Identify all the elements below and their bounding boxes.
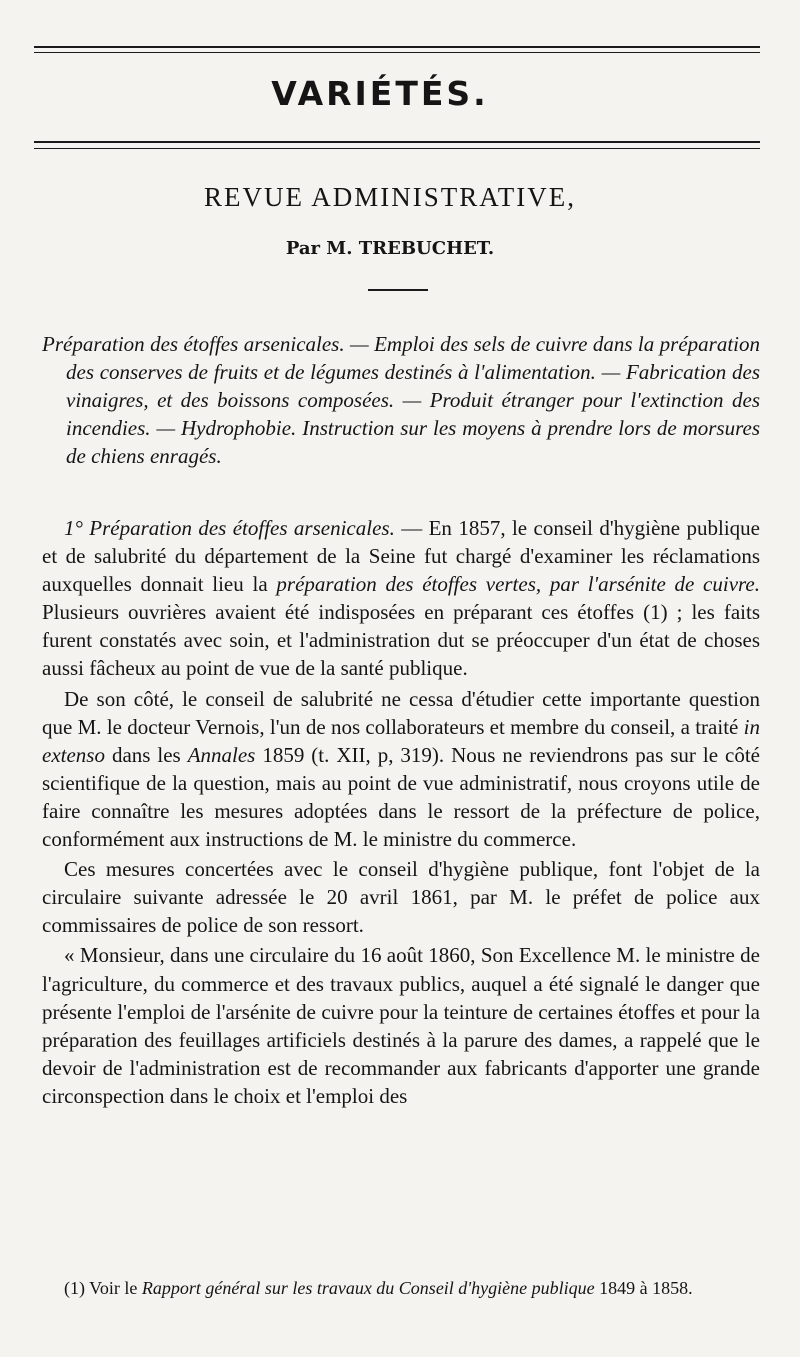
header-bottom-rule xyxy=(34,141,760,143)
article-title: REVUE ADMINISTRATIVE, xyxy=(204,182,576,212)
section-title: VARIÉTÉS. xyxy=(271,74,489,113)
paragraph-2-italic-b: Annales xyxy=(187,742,256,767)
article-summary: Préparation des étoffes arsenicales. — Emploi des sels de cuivre dans la préparation des conserves de fruits et de légumes destinés à l'alimentation. — Fabrication des vinaigres, et des boissons composées. — Produit étranger pour l'extinction des incendies. — Hydrophobie. Instruction sur les moyens à prendre lors de morsures de chiens enragés. xyxy=(42,332,760,468)
footnote xyxy=(42,1276,760,1300)
paragraph-2-text-b: dans les xyxy=(104,742,188,767)
paragraph-1-text-b: Plusieurs ouvrières avaient été indisposées en préparant ces étoffes (1) ; les faits furent constatés avec soin, et l'administration dut se préoccuper d'un état de choses aussi fâcheux au point de vue de la santé publique. xyxy=(42,600,760,681)
paragraph-1-text-a: — En 1857, le conseil d'hygiène publique et de salubrité du département de la Seine fut chargé d'examiner les réclamations auxquelles donnait lieu la xyxy=(42,516,760,597)
paragraph-1 xyxy=(42,514,760,683)
title-separator-rule xyxy=(368,289,428,291)
header-bottom-rule-thin xyxy=(34,148,760,149)
top-double-rule xyxy=(34,46,760,48)
article-body xyxy=(42,514,760,1112)
paragraph-4: « Monsieur, dans une circulaire du 16 août 1860, Son Excellence M. le ministre de l'agriculture, du commerce et des travaux publics, auquel a été signalé le danger que présente l'emploi de l'arsénite de cuivre pour la teinture de certaines étoffes et pour la préparation des feuillages artificiels destinés à la parure des dames, a rappelé que le devoir de l'administration est de recommander aux fabricants d'apporter une grande circonspection dans le choix et l'emploi des xyxy=(42,943,760,1108)
footnote-italic: Rapport général sur les travaux du Conseil d'hygiène publique xyxy=(141,1278,595,1298)
top-double-rule-thin xyxy=(34,52,760,53)
paragraph-2-text-c: 1859 (t. XII, p, 319). Nous ne reviendrons pas sur le côté scientifique de la question, mais au point de vue administratif, nous croyons utile de faire connaître les mesures adoptées dans le ressort de la préfecture de police, conformément aux instructions de M. le ministre du commerce. xyxy=(42,742,760,852)
paragraph-2-text-a: De son côté, le conseil de salubrité ne cessa d'étudier cette importante question que M. le docteur Vernois, l'un de nos collaborateurs et membre du conseil, a traité xyxy=(42,686,760,739)
paragraph-3: Ces mesures concertées avec le conseil d'hygiène publique, font l'objet de la circulaire suivante adressée le 20 avril 1861, par M. le préfet de police aux commissaires de police de son ressort. xyxy=(42,857,760,938)
footnote-text-b: 1849 à 1858. xyxy=(594,1278,693,1298)
paragraph-2 xyxy=(42,685,760,854)
byline: Par M. TREBUCHET. xyxy=(285,238,495,259)
paragraph-1-italic: préparation des étoffes vertes, par l'arsénite de cuivre. xyxy=(276,572,760,597)
footnote-text-a: (1) Voir le xyxy=(64,1278,142,1298)
paragraph-2-italic-a: in extenso xyxy=(42,714,760,767)
paragraph-1-heading: 1° Préparation des étoffes arsenicales. xyxy=(64,516,395,540)
